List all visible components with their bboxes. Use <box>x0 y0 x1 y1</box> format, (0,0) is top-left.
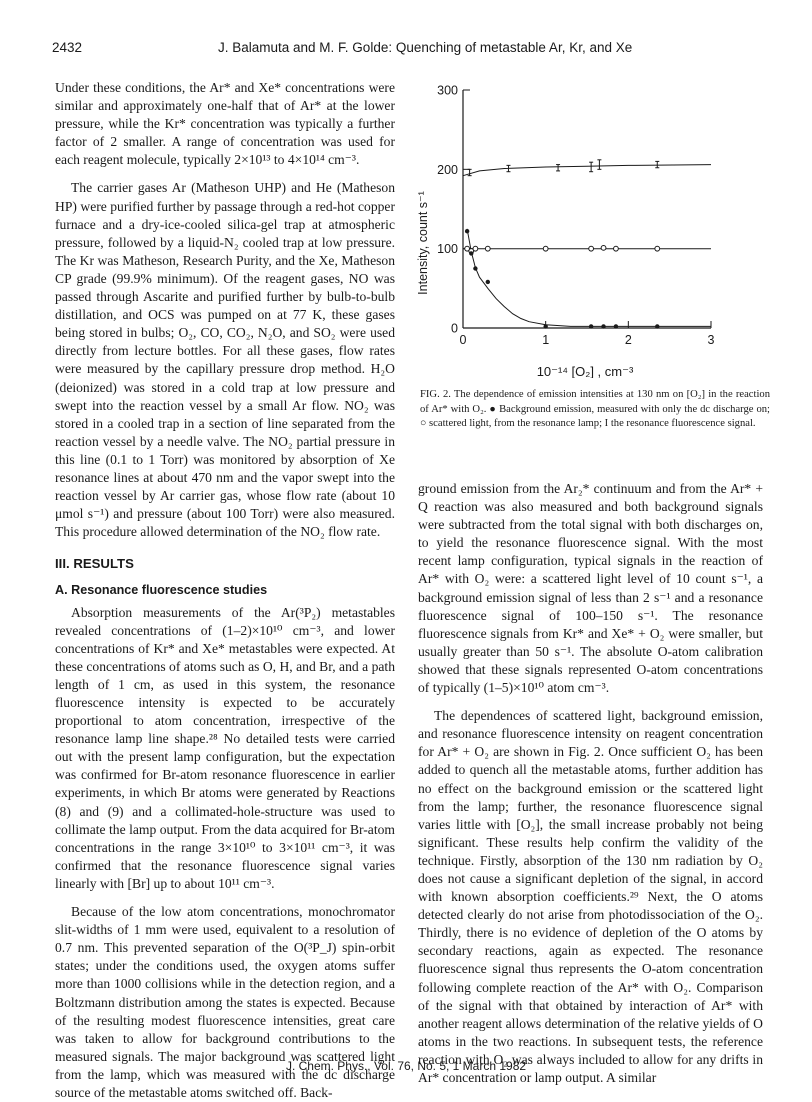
subsection-heading: A. Resonance fluorescence studies <box>55 583 268 598</box>
x-axis-label: 10⁻¹⁴ [O₂] , cm⁻³ <box>536 364 634 378</box>
section-heading: III. RESULTS <box>55 556 134 572</box>
chart-axes <box>437 84 714 348</box>
y-axis-label: Intensity, count s⁻¹ <box>416 191 430 295</box>
y-tick-label: 200 <box>437 162 458 177</box>
paragraph: The carrier gases Ar (Matheson UHP) and He (Matheson HP) were purified further by passage through a red-hot copper furnace and a dry-ice-cooled silica-gel trap at atmospheric pressure, followed by a liquid-N₂ cooled trap at low pressure. The Kr was Matheson, Research Purity, and the Xe, Matheson CP grade (99.9% minimum). Of the reagent gases, NO was passed through Ascarite and purified further by bulb-to-bulb distillation, and OCS was pumped on at 77 K, these gases being stored in bulbs; O₂, CO, CO₂, N₂O, and SO₂ were used directly from lecture bottles. For all these gases, flow rates were measured by the capillary pressure drop method. H₂O (deionized) was stored in a cold trap at low pressure and swept into the reaction vessel by a small Ar flow. NO₂ was stored in a cooled trap in a section of line separated from the reaction vessel by a needle valve. The NO₂ partial pressure in this line (0.1 to 1 Torr) was monitored by absorption of Xe resonance lines at about 470 nm and the vapor swept into the reaction vessel by Ar carrier gas, whose flow rate (about 10 μmol s⁻¹) and pressure (about 100 Torr) were also measured. This procedure allowed determination of the NO₂ flow rate. <box>55 180 395 540</box>
data-point <box>543 324 547 328</box>
fit-curve <box>467 229 711 327</box>
data-point <box>486 280 490 284</box>
data-point <box>614 246 619 251</box>
paragraph: Under these conditions, the Ar* and Xe* concentrations were similar and approximately one-half that of Ar* at the lower pressure, while the Kr* concentration was typically a further factor of 2 smaller. A range of concentration was used for each reagent molecule, typically 2×10¹³ to 4×10¹⁴ cm⁻³. <box>55 80 395 168</box>
data-point <box>543 246 548 251</box>
data-point <box>601 245 606 250</box>
paragraph: ground emission from the Ar₂* continuum and from the Ar* + Q reaction was also measured and both background signals were subtracted from the total signal with both discharges on, to yield the resonance fluorescence signal. With the most recent lamp configuration, typical signals in the reaction of Ar* with O₂ were: a scattered light level of 10 count s⁻¹, a background emission signal of less than 2 s⁻¹ and a resonance fluorescence signal of 100–150 s⁻¹. The resonance fluorescence signals from Kr* and Xe* + O₂ were smaller, but usually greater than 50 s⁻¹. The absolute O-atom calibration showed that these signals represented O-atom concentrations of typically (1–5)×10¹⁰ atom cm⁻³. <box>418 481 763 696</box>
chart-marks <box>465 160 660 329</box>
figure-chart <box>415 78 775 378</box>
data-point <box>589 246 594 251</box>
page-footer: J. Chem. Phys., Vol. 76, No. 5, 1 March 1982 <box>285 1059 527 1073</box>
data-point <box>655 324 659 328</box>
data-point <box>465 229 469 233</box>
fit-curve <box>463 165 711 176</box>
y-tick-label: 0 <box>451 321 458 336</box>
data-point <box>473 246 478 251</box>
data-point <box>589 324 593 328</box>
data-point <box>469 251 473 255</box>
running-title: J. Balamuta and M. F. Golde: Quenching of metastable Ar, Kr, and Xe <box>218 40 633 55</box>
left-column <box>55 79 395 1102</box>
data-point <box>473 266 477 270</box>
paragraph: Absorption measurements of the Ar(³P₂) metastables revealed concentrations of (1–2)×10¹⁰ cm⁻³, and lower concentrations of Kr* and Xe* metastables were expected. At these concentrations of atoms such as O, H, and Br, and a path length of 1 cm, as used in this system, the resonance fluorescence intensity is expected to be accurately proportional to atom concentration, irrespective of the resonance lamp line shape.²⁸ No detailed tests were carried out with the present lamp configuration, but the expectation was confirmed for Br-atom resonance fluorescence in earlier experiments, in which Br atoms were generated by Reactions (8) and (9) and a collimated-hole-structure was used to collimate the lamp output. From the data acquired for Br-atom concentrations in the range 3×10¹⁰ to 3×10¹¹ cm⁻³, it was confirmed that the resonance fluorescence signal varies linearly with [Br] up to about 10¹¹ cm⁻³. <box>55 604 395 891</box>
x-tick-label: 1 <box>542 333 550 347</box>
figure-caption: FIG. 2. The dependence of emission intensities at 130 nm on [O₂] in the reaction of Ar* with O₂. ● Background emission, measured with only the dc discharge on; ○ scattered light, from the resonance lamp; I the resonance fluorescence signal. <box>420 389 770 429</box>
right-column <box>418 480 763 1087</box>
data-point <box>485 246 490 251</box>
x-tick-label: 2 <box>624 333 632 347</box>
y-tick-label: 300 <box>437 83 458 98</box>
data-point <box>614 324 618 328</box>
x-tick-label: 0 <box>459 333 467 347</box>
paragraph: The dependences of scattered light, background emission, and resonance fluorescence intensity on reagent concentration for Ar* + O₂ are shown in Fig. 2. Once sufficient O₂ has been added to quench all the metastable atoms, further addition has no effect on the background emission or the scattered light from the lamp; further, the resonance fluorescence signal varies little with [O₂], the small increase probably not being significant. These results help confirm the validity of the technique. Firstly, absorption of the 130 nm radiation by O₂ does not cause a significant depletion of the signal, in accord with known absorption coefficients.²⁹ Next, the O atoms detected clearly do not arise from photodissociation of the O₂. Thirdly, there is no evidence of depletion of the O atoms by secondary reactions, again as expected. The resonance fluorescence signal thus represents the O-atom concentration following complete reaction of the Ar* with O₂. Comparison of the signal with that obtained by interaction of Ar* with another reagent allows determination of the relative yields of O atoms in the two reactions. In subsequent tests, the reference reaction with O₂ was always included to allow for any drifts in Ar* concentration or lamp output. A similar <box>418 708 763 1085</box>
y-tick-label: 100 <box>437 242 458 257</box>
data-point <box>601 324 605 328</box>
x-tick-label: 3 <box>707 333 715 347</box>
paragraph: Because of the low atom concentrations, monochromator slit-widths of 1 mm were used, equivalent to a resolution of 0.7 nm. This prevented separation of the O(³P_J) spin-orbit states; under the conditions used, the oxygen atoms suffer more than 1000 collisions while in the detection region, and a Boltzmann distribution among the states is expected. Because of the resulting modest fluorescence intensities, great care was taken to allow for background contributions to the measured signals. The major background was scattered light from the lamp, which was measured with the dc discharge source of the metastable atoms switched off. Back- <box>55 904 395 1100</box>
page-number: 2432 <box>52 40 83 55</box>
data-point <box>655 246 660 251</box>
chart-curves <box>463 165 711 327</box>
